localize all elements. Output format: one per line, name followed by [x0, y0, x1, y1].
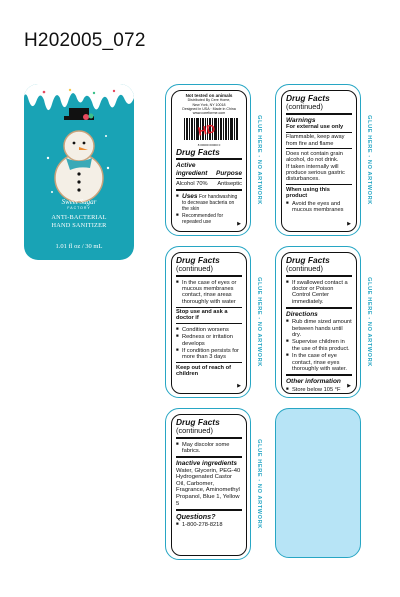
- continued-label: (continued): [286, 101, 323, 111]
- direction-bullet-2: ■ Supervise children in the use of this product.: [286, 338, 352, 352]
- external-use-text: For external use only: [286, 123, 344, 130]
- divider: [286, 113, 352, 115]
- divider: [176, 362, 242, 363]
- other-info-label: Other information: [286, 378, 341, 386]
- panel-5-content: [171, 414, 247, 556]
- active-purpose-header: [176, 162, 242, 177]
- glue-text: GLUE HERE - NO ARTWORK: [366, 115, 372, 205]
- warning-line-3: If taken internally will produce serious gastric disturbances.: [286, 163, 345, 183]
- stop-use-label: Stop use and ask a doctor if: [176, 309, 228, 322]
- drug-facts-heading: Drug Facts: [286, 93, 330, 103]
- panel-2-content: [281, 90, 357, 232]
- panel-4-directions: [275, 246, 361, 398]
- barcode-number: 8 00000 00000 0: [197, 143, 221, 148]
- panel-5-inactive-ingredients: [165, 408, 251, 560]
- barcode-area: [176, 118, 242, 148]
- drug-facts-heading: Drug Facts: [176, 255, 220, 265]
- divider: [286, 148, 352, 149]
- inactive-ingredients-text: Water, Glycerin, PEG-40 Hydrogenated Castor Oil, Carbomer, Fragrance, Aminomethyl Propanol, Blue 1, Yellow 5: [176, 467, 241, 507]
- warning-line-1: Flammable, keep away from fire and flame: [286, 134, 345, 147]
- panel-2-warnings: [275, 84, 361, 236]
- brand-name: Sweet Sugar: [61, 198, 97, 206]
- swallow-bullet: ■ If swallowed contact a doctor or Poison Control Center immediately.: [286, 279, 352, 306]
- divider: [286, 132, 352, 133]
- drug-facts-heading: Drug Facts: [176, 146, 220, 157]
- divider: [286, 275, 352, 277]
- distributor-line-3: Designed in USA · Made in China: [182, 107, 236, 112]
- stop-bullet-2: ■ Redness or irritation develops: [176, 333, 242, 347]
- active-ingredient-value: Alcohol 70%: [176, 180, 208, 187]
- panel-1-content: [171, 90, 247, 232]
- panel-3-content: [171, 252, 247, 394]
- uses-text-2: ■ Recommended for repeated use: [176, 212, 242, 225]
- distributor-line-4: www.coreforme.com: [192, 111, 226, 116]
- keep-out-label: Keep out of reach of children: [176, 364, 231, 378]
- stop-bullet-1: ■ Condition worsens: [176, 326, 242, 333]
- glue-text: GLUE HERE - NO ARTWORK: [256, 115, 262, 205]
- panel-1-active-ingredient: [165, 84, 251, 236]
- front-label: [24, 84, 134, 260]
- panel-4-content: [281, 252, 357, 394]
- distributor-block: [176, 93, 242, 116]
- glue-strip: [362, 84, 376, 236]
- divider: [176, 178, 242, 179]
- when-using-bullet: ■ Avoid the eyes and mucous membranes: [286, 200, 352, 214]
- divider: [176, 275, 242, 277]
- when-using-label: When using this product: [286, 186, 330, 200]
- divider: [176, 437, 242, 439]
- active-ingredient-label: Active ingredient: [176, 162, 208, 177]
- divider: [286, 307, 352, 309]
- inactive-ingredients-label: Inactive ingredients: [176, 460, 238, 468]
- brand-subtitle: FACTORY: [67, 206, 91, 210]
- divider: [176, 189, 242, 191]
- glue-strip: [252, 408, 266, 560]
- glue-strip: [252, 246, 266, 398]
- product-line-1: ANTI-BACTERIAL: [51, 214, 107, 221]
- drug-facts-heading: Drug Facts: [286, 255, 330, 265]
- directions-label: Directions: [286, 311, 318, 319]
- purpose-label: Purpose: [215, 169, 242, 177]
- distributor-line-2: New York, NY 10018: [192, 102, 226, 107]
- eyes-bullet: ■ In the case of eyes or mucous membranes contact, rinse areas thoroughly with water: [176, 279, 242, 306]
- glue-strip: [252, 84, 266, 236]
- distributor-line-1: Distributed By Cere Home,: [187, 98, 231, 103]
- product-name: [24, 214, 134, 229]
- volume-text: 1.01 fl oz / 30 mL: [55, 243, 103, 250]
- direction-bullet-3: ■ In the case of eye contact, rinse eyes thoroughly with water.: [286, 352, 352, 372]
- document-id: H202005_072: [24, 30, 146, 51]
- uses-text: For handwashing to decrease bacteria on the skin: [182, 194, 238, 212]
- warning-line-2: Does not contain grain alcohol, do not drink.: [286, 150, 343, 164]
- panel-3-stop-use: [165, 246, 251, 398]
- continued-label: (continued): [176, 263, 213, 273]
- divider: [176, 323, 242, 324]
- continued-label: (continued): [286, 263, 323, 273]
- stop-bullet-3: ■ If condition persists for more than 3 days: [176, 347, 242, 361]
- continued-label: (continued): [176, 425, 213, 435]
- glue-strip: [362, 246, 376, 398]
- divider: [286, 374, 352, 376]
- uses-label: Uses: [182, 193, 198, 201]
- questions-label: Questions?: [176, 512, 216, 522]
- warnings-label: Warnings: [286, 116, 316, 124]
- continue-arrow-icon: ▶: [237, 383, 241, 390]
- continue-arrow-icon: ▶: [237, 221, 241, 228]
- glue-text: GLUE HERE - NO ARTWORK: [256, 277, 262, 367]
- drug-facts-heading: Drug Facts: [176, 417, 220, 427]
- discolor-bullet: ■ May discolor some fabrics.: [176, 441, 242, 455]
- direction-bullet-1: ■ Rub dime sized amount between hands until dry.: [286, 318, 352, 338]
- divider: [176, 509, 242, 511]
- product-line-2: HAND SANITIZER: [51, 221, 107, 229]
- phone-number: ■ 1-800-278-8218: [176, 521, 242, 528]
- glue-text: GLUE HERE - NO ARTWORK: [256, 439, 262, 529]
- uses-section: [176, 193, 242, 225]
- glue-text: GLUE HERE - NO ARTWORK: [366, 277, 372, 367]
- not-tested-text: Not tested on animals: [185, 93, 233, 98]
- divider: [176, 307, 242, 308]
- divider: [176, 158, 242, 160]
- hd-stamp: HD: [196, 121, 217, 139]
- divider: [176, 456, 242, 458]
- continue-arrow-icon: ▶: [347, 221, 351, 228]
- blank-back-panel: [275, 408, 361, 558]
- snowman-cookie-illustration: [42, 108, 116, 212]
- active-purpose-row: [176, 181, 242, 187]
- divider: [286, 184, 352, 185]
- other-info-bullet: ■ Store below 105 °F: [286, 386, 352, 393]
- continue-arrow-icon: ▶: [347, 383, 351, 390]
- purpose-value: Antiseptic: [217, 180, 242, 187]
